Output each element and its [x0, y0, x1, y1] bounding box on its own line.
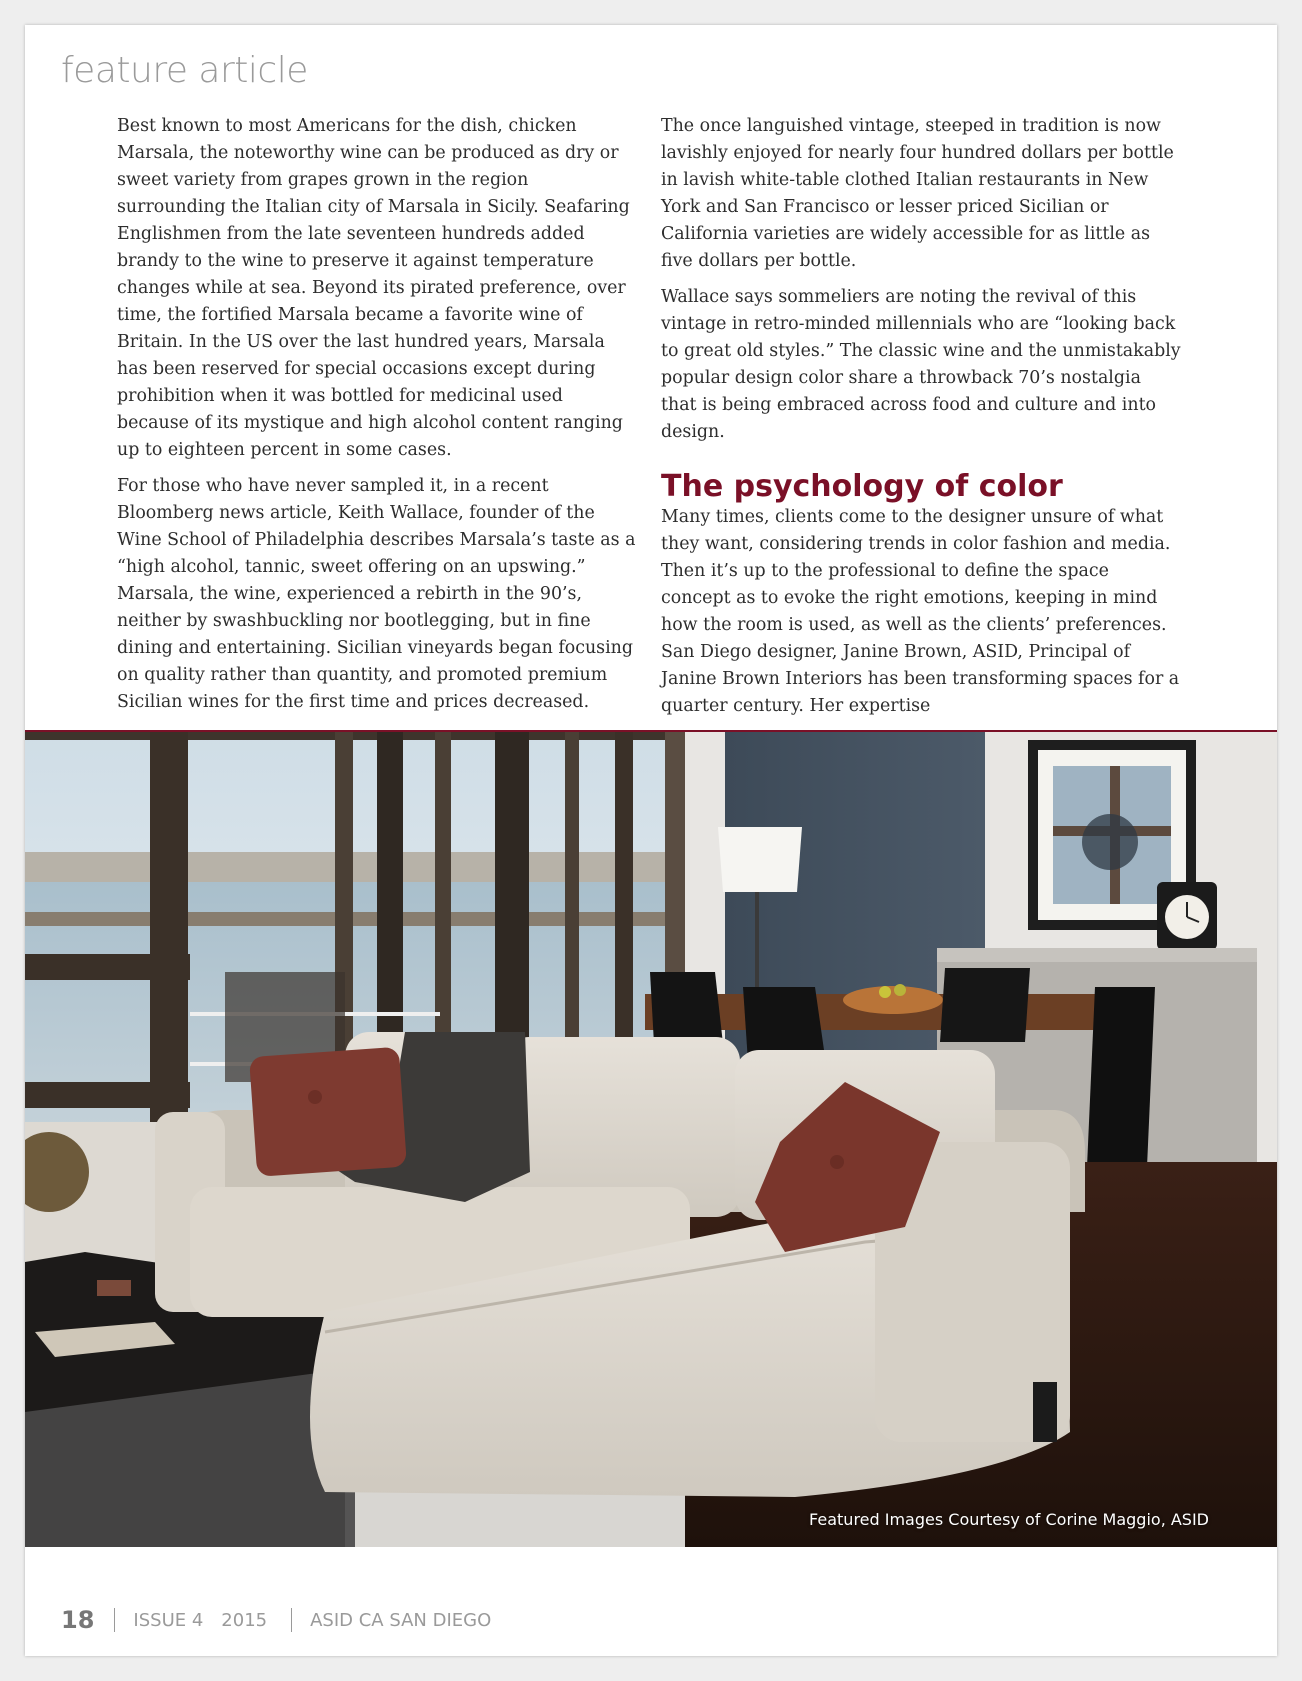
publication-name: ASID CA SAN DIEGO	[310, 1609, 492, 1631]
magazine-page	[25, 25, 1277, 1656]
paragraph: Best known to most Americans for the dish, chicken Marsala, the noteworthy wine can be produced as dry or sweet variety from grapes grown in the region surrounding the Italian city of Marsala in Sicily. Seafaring Englishmen from the late seventeen hundreds added brandy to the wine to preserve it against temperature changes while at sea. Beyond its pirated preference, over time, the fortified Marsala became a favorite wine of Britain. In the US over the last hundred years, Marsala has been reserved for special occasions except during prohibition when it was bottled for medicinal used because of its mystique and high alcohol content ranging up to eighteen percent in some cases.	[117, 116, 630, 460]
issue-year: 2015	[221, 1609, 268, 1631]
paragraph: For those who have never sampled it, in a recent Bloomberg news article, Keith Wallace, founder of the Wine School of Philadelphia describes Marsala’s taste as a “high alcohol, tannic, sweet offering on an upswing.” Marsala, the wine, experienced a rebirth in the 90’s, neither by swashbuckling nor bootlegging, but in fine dining and entertaining. Sicilian vineyards began focusing on quality rather than quantity, and promoted premium Sicilian wines for the first time and prices decreased.	[117, 476, 636, 712]
page-footer	[61, 1606, 491, 1634]
paragraph: The once languished vintage, steeped in tradition is now lavishly enjoyed for nearly four hundred dollars per bottle in lavish white-table clothed Italian restaurants in New York and San Francisco or lesser priced Sicilian or California varieties are widely accessible for as little as five dollars per bottle.	[661, 116, 1174, 271]
paragraph: Wallace says sommeliers are noting the revival of this vintage in retro-minded millennials who are “looking back to great old styles.” The classic wine and the unmistakably popular design color share a throwback 70’s nostalgia that is being embraced across food and culture and into design.	[661, 287, 1181, 442]
featured-photo	[25, 730, 1277, 1547]
paragraph: Many times, clients come to the designer unsure of what they want, considering trends in color fashion and media. Then it’s up to the professional to define the space concept as to evoke the right emotions, keeping in mind how the room is used, as well as the clients’ preferences. San Diego designer, Janine Brown, ASID, Principal of Janine Brown Interiors has been transforming spaces for a quarter century. Her expertise	[661, 507, 1180, 716]
footer-divider	[291, 1608, 292, 1632]
section-label: feature article	[61, 50, 308, 91]
issue-label: ISSUE 4	[133, 1609, 204, 1631]
page-number: 18	[61, 1606, 95, 1634]
article-column-left	[117, 113, 637, 725]
living-room-illustration	[25, 732, 1277, 1547]
article-column-right	[661, 113, 1181, 729]
footer-divider	[114, 1608, 115, 1632]
subheading: The psychology of color	[661, 469, 1063, 504]
photo-caption: Featured Images Courtesy of Corine Maggio, ASID	[809, 1510, 1209, 1529]
